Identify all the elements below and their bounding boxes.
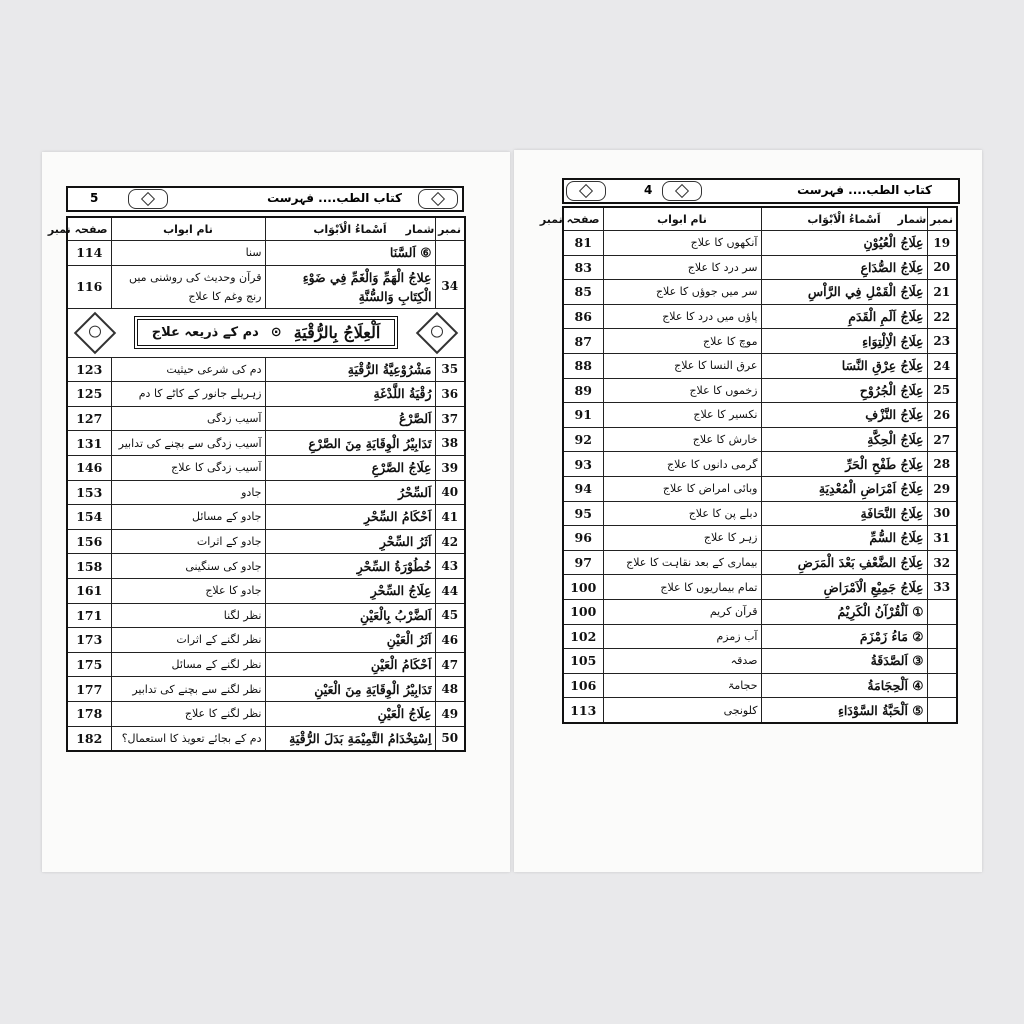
row-arabic-title: عِلَاجُ اَلَمِ الْقَدَمِ xyxy=(761,304,927,329)
row-urdu-title: جادو کے اثرات xyxy=(111,529,265,554)
row-page: 93 xyxy=(563,452,603,477)
row-number: 28 xyxy=(927,452,957,477)
row-number: 24 xyxy=(927,353,957,378)
row-page: 97 xyxy=(563,550,603,575)
row-arabic-title: عِلَاجُ الْعُيُوْنِ xyxy=(761,231,927,256)
row-page: 92 xyxy=(563,427,603,452)
row-urdu-title: سنا xyxy=(111,241,265,266)
table-row xyxy=(67,529,465,554)
row-urdu-title: وبائی امراض کا علاج xyxy=(603,476,761,501)
table-row xyxy=(67,406,465,431)
row-number: 47 xyxy=(435,652,465,677)
header-title: کتاب الطب.... فہرست xyxy=(267,191,402,205)
row-urdu-title: کلونجی xyxy=(603,698,761,723)
row-number: 44 xyxy=(435,578,465,603)
row-urdu-title: جادو کا علاج xyxy=(111,578,265,603)
row-urdu-title: سر میں جوؤں کا علاج xyxy=(603,280,761,305)
row-urdu-title: آنکھوں کا علاج xyxy=(603,231,761,256)
row-urdu-title: عرق النسا کا علاج xyxy=(603,353,761,378)
table-row xyxy=(563,599,957,624)
row-number: 34 xyxy=(435,265,465,308)
row-urdu-title: زہریلے جانور کے کاٹے کا دم xyxy=(111,382,265,407)
row-urdu-title: نظر لگنے کا علاج xyxy=(111,701,265,726)
table-row xyxy=(67,578,465,603)
row-page: 171 xyxy=(67,603,111,628)
row-number: 31 xyxy=(927,526,957,551)
row-urdu-title: موچ کا علاج xyxy=(603,329,761,354)
row-arabic-title: عِلَاجُ النَّحَافَةِ xyxy=(761,501,927,526)
row-page: 158 xyxy=(67,554,111,579)
ornament-icon xyxy=(662,181,702,201)
row-number xyxy=(927,649,957,674)
row-number: 42 xyxy=(435,529,465,554)
table-row xyxy=(563,673,957,698)
row-number xyxy=(927,698,957,723)
row-page: 83 xyxy=(563,255,603,280)
row-page: 182 xyxy=(67,726,111,751)
table-row xyxy=(67,241,465,266)
section-dot-icon: ⊙ xyxy=(270,325,282,341)
table-row xyxy=(563,526,957,551)
ornament-icon xyxy=(74,311,116,353)
row-number: 20 xyxy=(927,255,957,280)
row-number: 49 xyxy=(435,701,465,726)
row-page: 146 xyxy=(67,455,111,480)
row-urdu-title: آسیب زدگی کا علاج xyxy=(111,455,265,480)
right-page-header xyxy=(562,178,960,204)
table-row xyxy=(67,431,465,456)
table-row xyxy=(563,427,957,452)
row-arabic-title: عِلَاجُ الصَّرْعِ xyxy=(265,455,435,480)
table-row xyxy=(563,452,957,477)
table-row xyxy=(563,231,957,256)
page-number: 4 xyxy=(644,183,653,197)
row-page: 156 xyxy=(67,529,111,554)
row-arabic-title: ⑥ اَلسَّنَا xyxy=(265,241,435,266)
row-number: 37 xyxy=(435,406,465,431)
table-row xyxy=(563,304,957,329)
row-urdu-title: نظر لگنے کے اثرات xyxy=(111,628,265,653)
row-arabic-title: عِلَاجُ عِرْقِ النَّسَا xyxy=(761,353,927,378)
row-page: 161 xyxy=(67,578,111,603)
right-page xyxy=(514,150,982,872)
col-header-page: صفحہ نمبر xyxy=(67,217,111,241)
row-arabic-title: ⑤ اَلْحَبَّةُ السَّوْدَاءِ xyxy=(761,698,927,723)
table-row xyxy=(67,603,465,628)
row-number xyxy=(927,624,957,649)
table-row xyxy=(67,652,465,677)
row-arabic-title: خُطُوْرَةُ السِّحْرِ xyxy=(265,554,435,579)
row-urdu-title: زہر کا علاج xyxy=(603,526,761,551)
row-page: 102 xyxy=(563,624,603,649)
row-arabic-title: ② مَاءُ زَمْزَمَ xyxy=(761,624,927,649)
table-row xyxy=(563,353,957,378)
row-number: 21 xyxy=(927,280,957,305)
toc-rows xyxy=(563,231,957,723)
row-arabic-title: عِلَاجُ اَمْرَاضِ الْمُعْدِيَةِ xyxy=(761,476,927,501)
section-urdu-title: دم کے ذریعہ علاج xyxy=(151,325,259,341)
table-row xyxy=(67,455,465,480)
row-page: 175 xyxy=(67,652,111,677)
row-arabic-title: اَحْكَامُ الْعَيْنِ xyxy=(265,652,435,677)
row-number: 36 xyxy=(435,382,465,407)
row-page: 114 xyxy=(67,241,111,266)
table-row xyxy=(563,329,957,354)
row-arabic-title: عِلَاجُ الْاِلْتِوَاءِ xyxy=(761,329,927,354)
row-urdu-title: نظر لگنا xyxy=(111,603,265,628)
row-page: 127 xyxy=(67,406,111,431)
table-row xyxy=(67,265,465,308)
row-urdu-title: بیماری کے بعد نقاہت کا علاج xyxy=(603,550,761,575)
toc-table xyxy=(47,216,466,752)
table-row xyxy=(67,701,465,726)
table-row xyxy=(67,480,465,505)
table-row xyxy=(67,554,465,579)
row-number xyxy=(927,673,957,698)
table-row xyxy=(563,575,957,600)
row-number: 40 xyxy=(435,480,465,505)
row-number: 33 xyxy=(927,575,957,600)
row-number: 19 xyxy=(927,231,957,256)
col-header-number: نمبر شمار xyxy=(435,217,465,241)
section-heading xyxy=(68,310,464,356)
row-page: 87 xyxy=(563,329,603,354)
row-urdu-title: نظر لگنے سے بچنے کی تدابیر xyxy=(111,677,265,702)
page-number: 5 xyxy=(90,191,99,205)
row-arabic-title: ③ اَلصَّدَقَةُ xyxy=(761,649,927,674)
row-urdu-title: سر درد کا علاج xyxy=(603,255,761,280)
ornament-icon xyxy=(566,181,606,201)
row-page: 178 xyxy=(67,701,111,726)
row-number: 29 xyxy=(927,476,957,501)
row-arabic-title: عِلَاجُ الضَّعْفِ بَعْدَ الْمَرَضِ xyxy=(761,550,927,575)
table-row xyxy=(563,649,957,674)
row-number: 41 xyxy=(435,505,465,530)
table-row xyxy=(563,403,957,428)
left-page xyxy=(42,152,510,872)
col-header-urdu: نام ابواب xyxy=(111,217,265,241)
row-page: 95 xyxy=(563,501,603,526)
row-number: 43 xyxy=(435,554,465,579)
row-page: 177 xyxy=(67,677,111,702)
section-arabic-title: اَلْعِلَاجُ بِالرُّقْيَةِ xyxy=(293,323,381,343)
row-urdu-title: پاؤں میں درد کا علاج xyxy=(603,304,761,329)
header-title: کتاب الطب.... فہرست xyxy=(797,183,932,197)
row-number xyxy=(927,599,957,624)
row-number: 27 xyxy=(927,427,957,452)
col-header-arabic: اَسْماءُ الْاَبْوَاب xyxy=(265,217,435,241)
row-number: 39 xyxy=(435,455,465,480)
row-page: 100 xyxy=(563,599,603,624)
row-page: 86 xyxy=(563,304,603,329)
table-row xyxy=(67,382,465,407)
table-row xyxy=(67,726,465,751)
row-arabic-title: ④ اَلْحِجَامَةُ xyxy=(761,673,927,698)
table-row xyxy=(563,698,957,723)
row-page: 116 xyxy=(67,265,111,308)
row-urdu-title: آب زمزم xyxy=(603,624,761,649)
row-arabic-title: عِلَاجُ الْعَيْنِ xyxy=(265,701,435,726)
row-arabic-title: اَلصَّرْعُ xyxy=(265,406,435,431)
row-page: 100 xyxy=(563,575,603,600)
row-page: 85 xyxy=(563,280,603,305)
row-page: 105 xyxy=(563,649,603,674)
row-number: 50 xyxy=(435,726,465,751)
row-arabic-title: تَدَابِيْرُ الْوِقَايَةِ مِنَ الصَّرْعِ xyxy=(265,431,435,456)
row-urdu-title: خارش کا علاج xyxy=(603,427,761,452)
row-arabic-title: اَثَرُ الْعَيْنِ xyxy=(265,628,435,653)
row-page: 106 xyxy=(563,673,603,698)
row-arabic-title: عِلَاجُ السُّمِّ xyxy=(761,526,927,551)
row-page: 94 xyxy=(563,476,603,501)
row-urdu-title: دبلے پن کا علاج xyxy=(603,501,761,526)
table-row xyxy=(563,550,957,575)
ornament-icon xyxy=(128,189,168,209)
table-row xyxy=(563,378,957,403)
row-arabic-title: عِلَاجُ الْحِكَّةِ xyxy=(761,427,927,452)
ornament-icon xyxy=(418,189,458,209)
row-urdu-title: آسیب زدگی سے بچنے کی تدابیر xyxy=(111,431,265,456)
row-page: 89 xyxy=(563,378,603,403)
row-arabic-title: اِسْتِخْدَامُ التَّمِيْمَةِ بَدَلَ الرُّقْيَةِ xyxy=(265,726,435,751)
row-arabic-title: عِلَاجُ طَفْحِ الْحَرِّ xyxy=(761,452,927,477)
row-urdu-title: نظر لگنے کے مسائل xyxy=(111,652,265,677)
row-urdu-title: قرآن وحدیث کی روشنی میں رنج وغم کا علاج xyxy=(111,265,265,308)
table-row xyxy=(563,476,957,501)
row-number: 23 xyxy=(927,329,957,354)
left-page-header xyxy=(66,186,464,212)
table-row xyxy=(563,280,957,305)
row-arabic-title: اَثَرُ السِّحْرِ xyxy=(265,529,435,554)
row-urdu-title: نکسیر کا علاج xyxy=(603,403,761,428)
row-urdu-title: زخموں کا علاج xyxy=(603,378,761,403)
row-number: 32 xyxy=(927,550,957,575)
col-header-page: صفحہ نمبر xyxy=(563,207,603,231)
row-number: 22 xyxy=(927,304,957,329)
row-arabic-title: عِلَاجُ السِّحْرِ xyxy=(265,578,435,603)
ornament-icon xyxy=(416,311,458,353)
row-arabic-title: عِلَاجُ جَمِيْعِ الْاَمْرَاضِ xyxy=(761,575,927,600)
table-row xyxy=(563,255,957,280)
toc-table xyxy=(539,206,958,724)
row-page: 91 xyxy=(563,403,603,428)
row-arabic-title: تَدَابِيْرُ الْوِقَايَةِ مِنَ الْعَيْنِ xyxy=(265,677,435,702)
col-header-arabic: اَسْماءُ الْاَبْوَاب xyxy=(761,207,927,231)
row-page: 96 xyxy=(563,526,603,551)
table-row xyxy=(67,357,465,382)
row-page: 88 xyxy=(563,353,603,378)
section-row xyxy=(67,308,465,357)
row-number xyxy=(435,241,465,266)
row-page: 173 xyxy=(67,628,111,653)
row-urdu-title: گرمی دانوں کا علاج xyxy=(603,452,761,477)
row-number: 45 xyxy=(435,603,465,628)
row-arabic-title: عِلَاجُ الْجُرُوْحِ xyxy=(761,378,927,403)
table-row xyxy=(67,628,465,653)
row-urdu-title: تمام بیماریوں کا علاج xyxy=(603,575,761,600)
row-number: 35 xyxy=(435,357,465,382)
row-number: 38 xyxy=(435,431,465,456)
table-row xyxy=(67,505,465,530)
row-urdu-title: قرآن کریم xyxy=(603,599,761,624)
col-header-number: نمبر شمار xyxy=(927,207,957,231)
row-number: 48 xyxy=(435,677,465,702)
row-number: 30 xyxy=(927,501,957,526)
row-arabic-title: اَلسِّحْرُ xyxy=(265,480,435,505)
row-number: 25 xyxy=(927,378,957,403)
row-urdu-title: جادو کی سنگینی xyxy=(111,554,265,579)
row-arabic-title: ① اَلْقُرْآنُ الْكَرِيْمُ xyxy=(761,599,927,624)
row-arabic-title: عِلَاجُ النَّزْفِ xyxy=(761,403,927,428)
row-urdu-title: جادو xyxy=(111,480,265,505)
row-urdu-title: دم کے بجائے تعویذ کا استعمال؟ xyxy=(111,726,265,751)
row-arabic-title: عِلاجُ الْهَمِّ وَالْغَمِّ فِي ضَوْءِ الْكِتَابِ وَالسُّنَّةِ xyxy=(265,265,435,308)
row-arabic-title: اَلضَّرْبُ بِالْعَيْنِ xyxy=(265,603,435,628)
row-number: 26 xyxy=(927,403,957,428)
toc-rows xyxy=(67,357,465,751)
row-page: 153 xyxy=(67,480,111,505)
table-row xyxy=(67,677,465,702)
row-urdu-title: دم کی شرعی حیثیت xyxy=(111,357,265,382)
row-urdu-title: آسیب زدگی xyxy=(111,406,265,431)
row-arabic-title: اَحْكَامُ السِّحْرِ xyxy=(265,505,435,530)
row-urdu-title: حجامۃ xyxy=(603,673,761,698)
row-arabic-title: مَشْرُوْعِيَّةُ الرُّقْيَةِ xyxy=(265,357,435,382)
table-row xyxy=(563,501,957,526)
row-page: 154 xyxy=(67,505,111,530)
row-page: 131 xyxy=(67,431,111,456)
row-arabic-title: رُقْيَةُ اللَّدْغَةِ xyxy=(265,382,435,407)
row-urdu-title: صدقہ xyxy=(603,649,761,674)
row-arabic-title: عِلَاجُ الْقَمْلِ فِي الرَّاْسِ xyxy=(761,280,927,305)
table-row xyxy=(563,624,957,649)
row-page: 113 xyxy=(563,698,603,723)
row-urdu-title: جادو کے مسائل xyxy=(111,505,265,530)
row-number: 46 xyxy=(435,628,465,653)
col-header-urdu: نام ابواب xyxy=(603,207,761,231)
row-arabic-title: عِلَاجُ الصُّدَاعِ xyxy=(761,255,927,280)
row-page: 123 xyxy=(67,357,111,382)
row-page: 125 xyxy=(67,382,111,407)
row-page: 81 xyxy=(563,231,603,256)
